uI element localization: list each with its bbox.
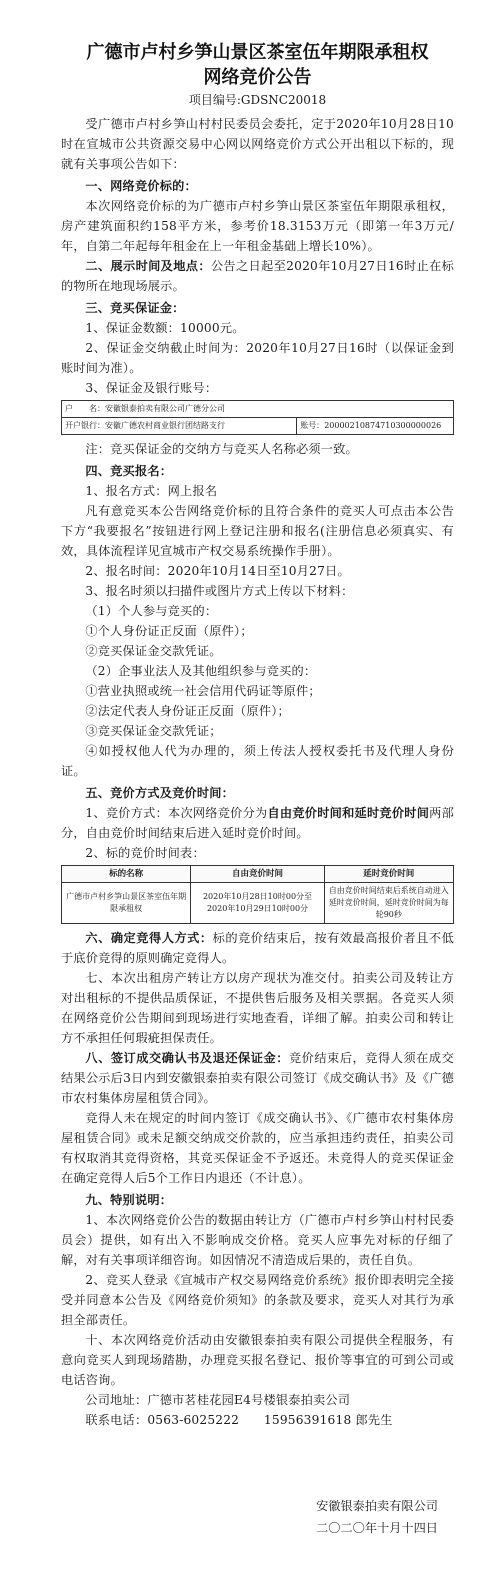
account-name-value: 安徽银泰拍卖有限公司广德分公司: [105, 404, 225, 413]
section-4-item: （1）个人参与竞买的：: [85, 604, 218, 618]
bid-schedule-table: [61, 865, 454, 924]
contact-address: 公司地址：广德市茗桂花园E4号楼银泰拍卖公司: [85, 1393, 351, 1407]
bid-method-bold: 自由竞价时间和延时竞价时间: [267, 806, 430, 820]
account-name-label: 户 名：: [65, 404, 105, 413]
account-number-cell: [297, 418, 454, 435]
header-delay-time: 延时竞价时间: [324, 866, 453, 883]
section-4-item: 3、报名时须以扫描件或图片方式上传以下材料：: [85, 584, 354, 598]
bank-label: 开户银行：: [65, 421, 105, 430]
account-number-label: 账号：: [300, 421, 325, 430]
section-1-title: 一、网络竞价标的：: [85, 179, 197, 193]
section-8: [61, 1048, 454, 1108]
table-header-row: [62, 866, 454, 883]
section-4-item: （2）企事业法人及其他组织参与竞买的：: [85, 664, 317, 678]
section-2-title: 二、展示时间及地点：: [85, 259, 211, 273]
section-4-item: 凡有意竞买本公告网络竞价标的且符合条件的竞买人可点击本公告下方“我要报名”按钮进行网上登记注册和报名(注册信息必须真实、有效，具体流程详见宣城市产权交易系统操作手册）。: [61, 504, 454, 558]
title-line-1: 广德市卢村乡笋山景区茶室伍年期限承租权: [86, 42, 429, 63]
section-5-title: 五、竞价方式及竞价时间：: [85, 786, 235, 800]
intro-paragraph: 受广德市卢村乡笋山村村民委员会委托，定于2020年10月28日10时在宣城市公共资源交易中心网以网络竞价方式公开出租以下标的，现就有关事项公告如下：: [61, 117, 454, 171]
section-9-item: 2、竞买人登录《宣城市产权交易网络竞价系统》报价即表明完全接受并同意本公告及《网络竞价须知》的条款及要求，竞买人对其行为承担全部责任。: [61, 1273, 454, 1327]
section-9-item: 1、本次网络竞价公告的数据由转让方（广德市卢村乡笋山村村民委员会）提供，如有出入不影响成交价格。竞买人应事先对标的仔细了解，对有关事项详细咨询。如因情况不清造成后果的，责任自负。: [61, 1213, 454, 1267]
contact-phone: 联系电话：0563-6025222 15956391618 郎先生: [85, 1413, 393, 1427]
header-free-time: 自由竞价时间: [191, 866, 324, 883]
section-4-title: 四、竞买报名：: [85, 464, 173, 478]
section-4-item: ③竞买保证金交款凭证；: [85, 724, 222, 738]
document-title: [61, 0, 454, 90]
section-5-item-2: 2、标的竞价时间表：: [85, 846, 205, 860]
account-name-cell: [62, 401, 454, 418]
section-4-item: ①个人身份证正反面（原件）；: [85, 624, 253, 638]
section-2: [61, 256, 454, 296]
section-3-item: 1、保证金数额：10000元。: [85, 321, 245, 335]
account-number-value: 20000210874710300000026: [324, 421, 442, 430]
cell-free-time: 2020年10月28日10时00分至2020年10月29日10时00分: [191, 883, 324, 924]
section-7: 七、本次出租房产转让方以房产现状为准交付。拍卖公司及转让方对出租标的不提供品质保证，不提供售后服务及相关票据。各竞买人须在网络竞价公告期间到现场进行实地查看，详细了解。拍卖公司和转让方不承担任何瑕疵担保责任。: [61, 971, 454, 1045]
cell-delay-time: 自由竞价时间结束后系统自动进入延时竞价时间，延时竞价时间为每轮90秒: [324, 883, 453, 924]
section-4-item: ①营业执照或统一社会信用代码证等原件；: [85, 684, 321, 698]
section-5-item-1: [61, 803, 454, 843]
table-row: [62, 418, 454, 435]
section-3-note: 注：竞买保证金的交纳方与竞买人名称必须一致。: [85, 442, 358, 456]
signature-block: [316, 1495, 438, 1539]
bid-method-text: 1、竞价方式：本次网络竞价分为: [85, 806, 268, 820]
bid-method-text-end: 两部分，自由竞价时间结束后进入延时竞价时间。: [61, 806, 454, 840]
bank-cell: [62, 418, 297, 435]
section-4-item: ②竞买保证金交款凭证。: [85, 644, 222, 658]
section-3-item: 2、保证金交纳截止时间为：2020年10月27日16时（以保证金到账时间为准）。: [61, 341, 454, 375]
bank-account-table: [61, 400, 454, 435]
section-6-body: 标的竞价结束后，按有效最高报价者且不低于底价竞得的原则确定竞得人。: [61, 931, 454, 965]
section-8-body-2: 竞得人未在规定的时间内签订《成交确认书》、《广德市农村集体房屋租赁合同》或未足额交纳成交价款的，应当承担违约责任，拍卖公司有权取消其竞得资格，其竞买保证金不予返还。未竞得人的竞买保证金在确定竞得人后5个工作日内退还（不计息）。: [61, 1111, 454, 1185]
section-1-body: 本次网络竞价标的为广德市卢村乡笋山景区茶室伍年期限承租权，房产建筑面积约158平方米，参考价18.3153万元（即第一年3万元/年，自第二年起每年租金在上一年租金基础上增长10%）。: [61, 199, 454, 253]
section-3-item: 3、保证金及银行账号：: [85, 381, 218, 395]
section-4-item: ②法定代表人身份证正反面（原件）；: [85, 704, 290, 718]
section-3-title: 三、竞买保证金：: [85, 301, 185, 315]
cell-item: 广德市卢村乡笋山景区茶室伍年期限承租权: [62, 883, 191, 924]
section-4-item: 2、报名时间：2020年10月14日至10月27日。: [85, 564, 350, 578]
section-6: [61, 928, 454, 968]
title-line-2: 网络竞价公告: [203, 67, 312, 88]
header-item: 标的名称: [62, 866, 191, 883]
section-4-item: ④如授权他人代为办理的，须上传法人授权委托书及代理人身份证。: [61, 744, 454, 778]
bank-value: 安徽广德农村商业银行团结路支行: [105, 421, 225, 430]
section-2-body: 公告之日起至2020年10月27日16时止在标的物所在地现场展示。: [61, 259, 455, 293]
section-10: 十、本次网络竞价活动由安徽银泰拍卖有限公司提供全程服务，有意向竞买人到现场踏勘，办理竞买报名登记、报价等事宜的可到公司或电话咨询。: [61, 1333, 454, 1387]
section-8-title: 八、签订成交确认书及退还保证金：: [85, 1051, 289, 1065]
section-8-body: 竞价结束后，竞得人须在成交结果公示后3日内到安徽银泰拍卖有限公司签订《成交确认书》及《广德市农村集体房屋租赁合同》。: [61, 1051, 455, 1105]
project-number: 项目编号:GDSNC20018: [188, 93, 327, 107]
table-row: [62, 883, 454, 924]
table-row: [62, 401, 454, 418]
section-6-title: 六、确定竞得人方式：: [85, 931, 213, 945]
signature-company: 安徽银泰拍卖有限公司: [316, 1499, 438, 1513]
signature-date: 二〇二〇年十月十四日: [316, 1521, 438, 1535]
section-4-item: 1、报名方式：网上报名: [85, 484, 218, 498]
section-9-title: 九、特别说明：: [85, 1193, 173, 1207]
